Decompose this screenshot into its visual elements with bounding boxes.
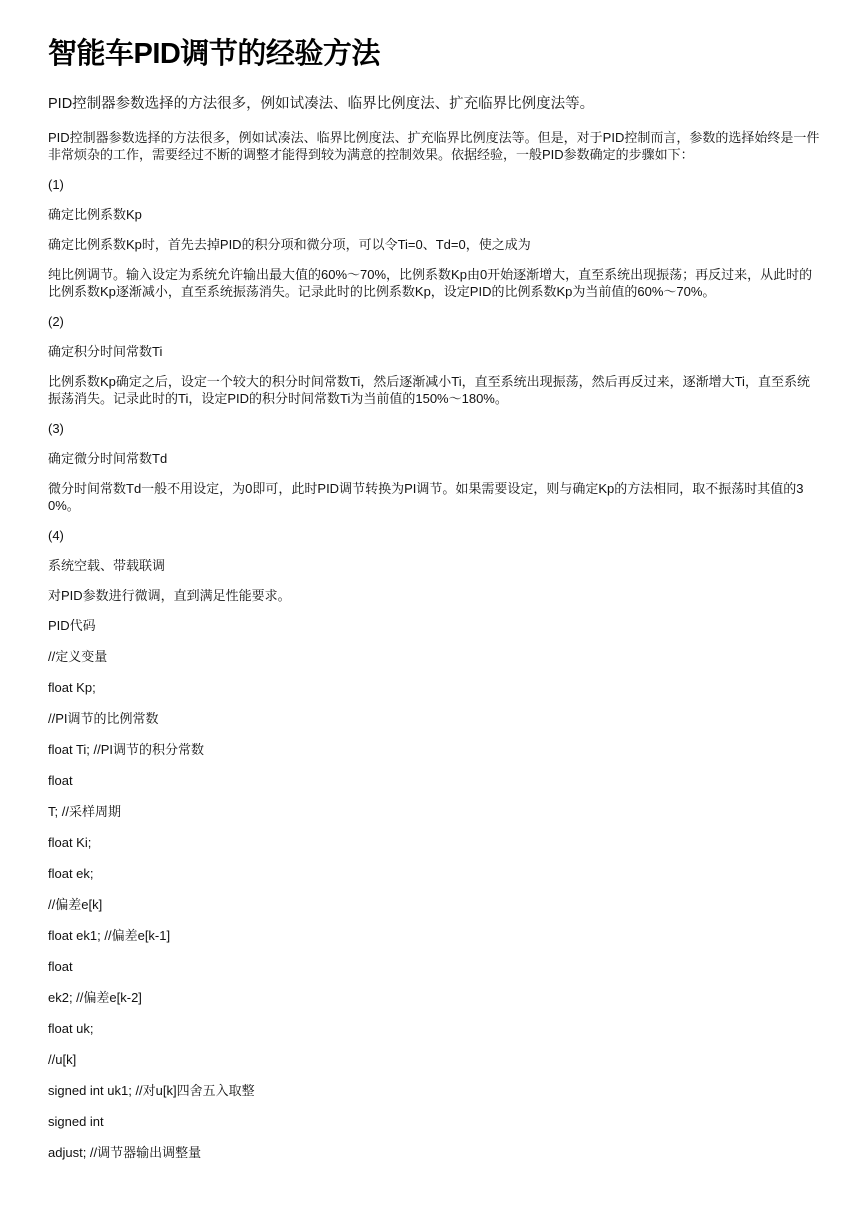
- paragraph-step-2-heading: 确定积分时间常数Ti: [48, 344, 163, 359]
- paragraph-step-3-number: (3): [48, 421, 64, 436]
- paragraph-step-2-number: (2): [48, 314, 64, 329]
- code-line: float Ti; //PI调节的积分常数: [48, 742, 205, 757]
- paragraph-step-3-heading: 确定微分时间常数Td: [48, 451, 168, 466]
- document-subtitle: PID控制器参数选择的方法很多，例如试凑法、临界比例度法、扩充临界比例度法等。: [48, 96, 595, 112]
- code-line: float Ki;: [48, 835, 92, 850]
- code-line: float ek;: [48, 866, 94, 881]
- paragraph-code-heading: PID代码: [48, 618, 96, 633]
- paragraph-step-1-body: 纯比例调节。输入设定为系统允许输出最大值的60%～70%，比例系数Kp由0开始逐渐增大，直至系统出现振荡；再反过来，从此时的比例系数Kp逐渐减小，直至系统振荡消失。记录此时的比例系数Kp，设定PID的比例系数Kp为当前值的60%～70%。: [48, 267, 813, 299]
- document-title: 智能车PID调节的经验方法: [48, 38, 380, 70]
- code-line: adjust; //调节器输出调整量: [48, 1145, 202, 1160]
- code-line: //PI调节的比例常数: [48, 711, 159, 726]
- paragraph-step-1-lead: 确定比例系数Kp时，首先去掉PID的积分项和微分项，可以令Ti=0、Td=0，使之成为: [48, 237, 531, 252]
- paragraph-step-3-body: 微分时间常数Td一般不用设定，为0即可，此时PID调节转换为PI调节。如果需要设定，则与确定Kp的方法相同，取不振荡时其值的30%。: [48, 481, 804, 513]
- code-line: //u[k]: [48, 1052, 77, 1067]
- code-line: float ek1; //偏差e[k-1]: [48, 928, 171, 943]
- code-line: float: [48, 773, 73, 788]
- paragraph-step-2-body: 比例系数Kp确定之后，设定一个较大的积分时间常数Ti，然后逐渐减小Ti，直至系统出现振荡，然后再反过来，逐渐增大Ti，直至系统振荡消失。记录此时的Ti，设定PID的积分时间常数Ti为当前值的150%～180%。: [48, 374, 810, 406]
- paragraph-step-1-number: (1): [48, 177, 64, 192]
- paragraph-step-1-heading: 确定比例系数Kp: [48, 207, 142, 222]
- code-line: //定义变量: [48, 649, 108, 664]
- code-line: T; //采样周期: [48, 804, 121, 819]
- code-line: float Kp;: [48, 680, 96, 695]
- document-body: [48, 129, 820, 1161]
- paragraph-step-4-number: (4): [48, 528, 64, 543]
- code-line: ek2; //偏差e[k-2]: [48, 990, 142, 1005]
- paragraph-intro: PID控制器参数选择的方法很多，例如试凑法、临界比例度法、扩充临界比例度法等。但是，对于PID控制而言，参数的选择始终是一件非常烦杂的工作，需要经过不断的调整才能得到较为满意的控制效果。依据经验，一般PID参数确定的步骤如下：: [48, 130, 820, 162]
- code-line: float: [48, 959, 73, 974]
- paragraph-step-4-body: 对PID参数进行微调，直到满足性能要求。: [48, 588, 291, 603]
- code-line: signed int uk1; //对u[k]四舍五入取整: [48, 1083, 255, 1098]
- code-line: signed int: [48, 1114, 104, 1129]
- code-line: //偏差e[k]: [48, 897, 103, 912]
- paragraph-step-4-heading: 系统空载、带载联调: [48, 558, 166, 573]
- code-line: float uk;: [48, 1021, 94, 1036]
